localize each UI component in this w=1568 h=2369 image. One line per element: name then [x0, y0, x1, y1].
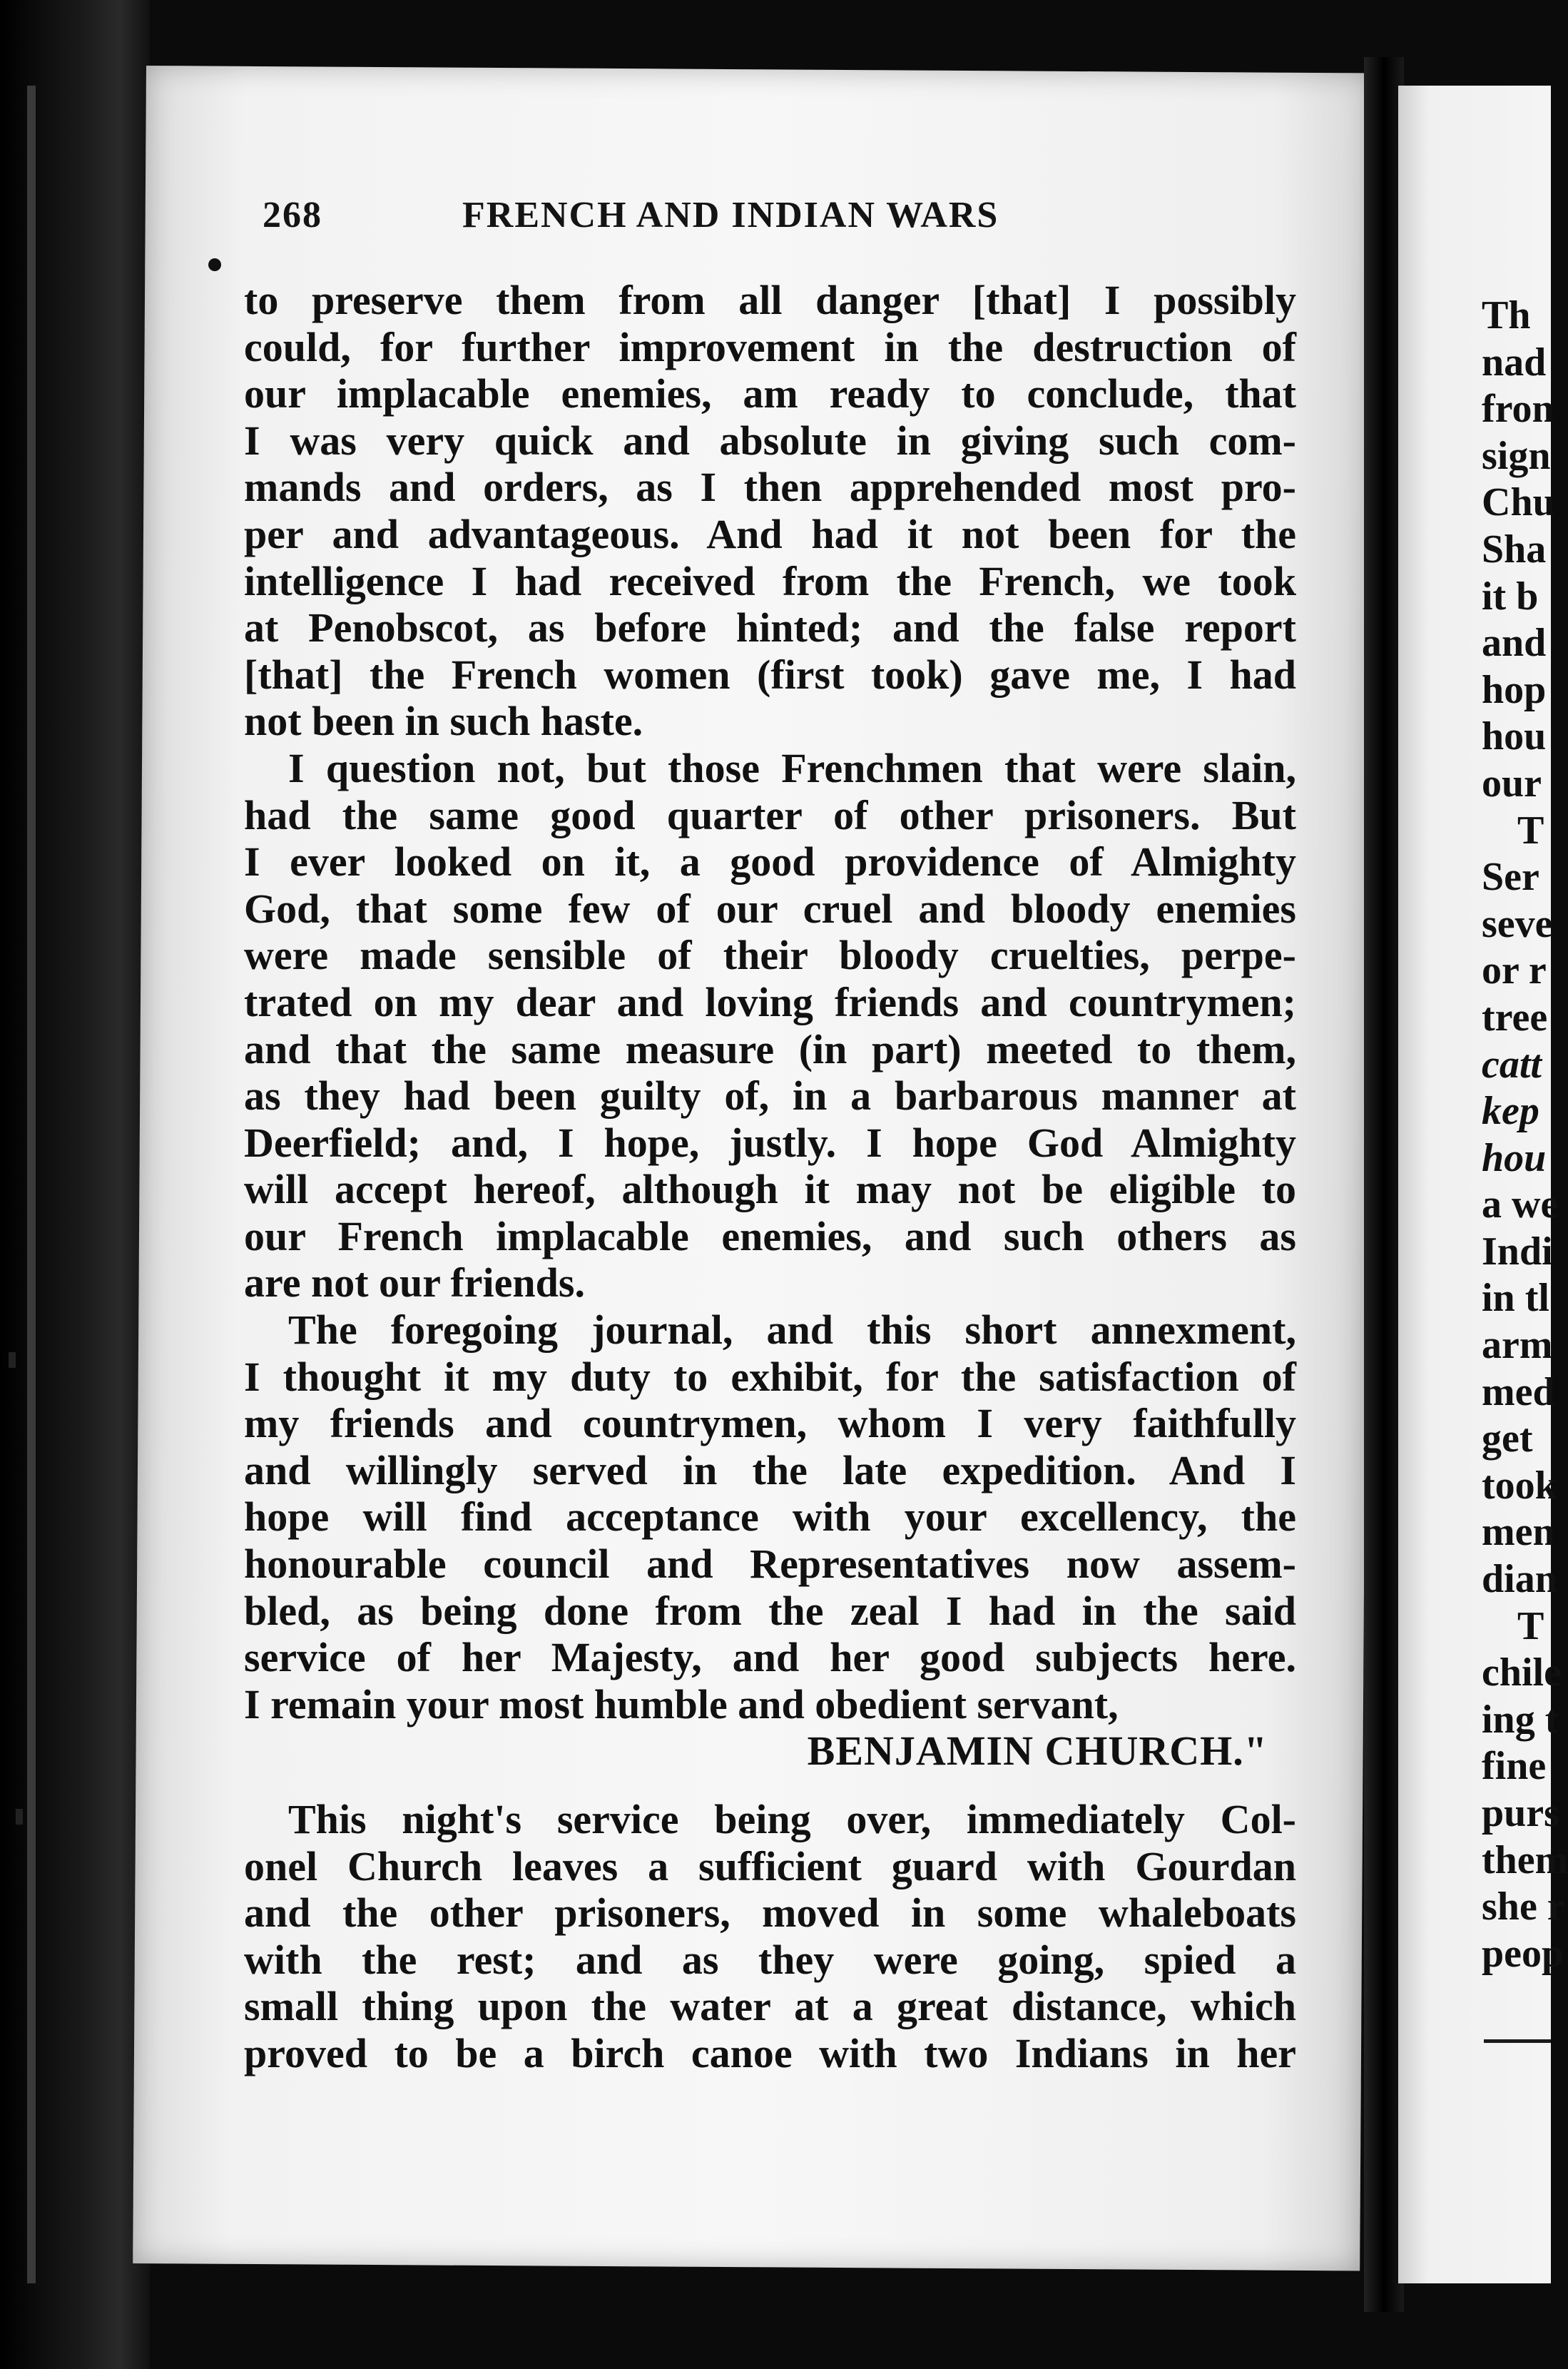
right-text-fragment: med [1482, 1369, 1555, 1414]
running-head-title: FRENCH AND INDIAN WARS [462, 195, 999, 235]
text-line: Deerfield; and, I hope, justly. I hope God Almighty [244, 1119, 1296, 1166]
right-text-fragment: Chu [1482, 480, 1555, 525]
text-line: my friends and countrymen, whom I very faithfully [244, 1400, 1296, 1447]
text-line: had the same good quarter of other prisoners. But [244, 791, 1296, 838]
right-text-fragment: it b [1482, 574, 1539, 619]
text-line: our French implacable enemies, and such others as [244, 1212, 1296, 1259]
text-line: I ever looked on it, a good providence of Almighty [244, 838, 1296, 886]
text-line: could, for further improvement in the destruction of [244, 323, 1296, 370]
text-line: per and advantageous. And had it not been for the [244, 510, 1296, 557]
right-text-fragment: fron [1482, 387, 1554, 432]
text-line: I was very quick and absolute in giving such com- [244, 417, 1296, 464]
footnote-rule [1484, 2039, 1551, 2043]
right-text-fragment: Th [1482, 293, 1531, 338]
book-spine-shadow [0, 0, 150, 2369]
text-line: I remain your most humble and obedient servant, [244, 1680, 1119, 1728]
text-line: God, that some few of our cruel and bloody enemies [244, 885, 1296, 932]
right-text-fragment: and [1482, 621, 1547, 666]
right-text-fragment: tree [1482, 995, 1548, 1040]
margin-ink-mark [9, 1352, 16, 1368]
text-line: mands and orders, as I then apprehended most pro- [244, 464, 1296, 511]
right-text-fragment: purs [1482, 1791, 1559, 1835]
right-text-fragment: hou [1482, 1135, 1547, 1180]
margin-ink-mark [16, 1809, 23, 1825]
signature-line: BENJAMIN CHURCH." [807, 1728, 1268, 1775]
right-text-fragment: a we [1482, 1182, 1559, 1227]
text-line: honourable council and Representatives now assem- [244, 1541, 1296, 1588]
right-text-fragment: Ser [1482, 855, 1539, 900]
right-text-fragment: ing t [1482, 1697, 1559, 1742]
text-line: and willingly served in the late expedition. And I [244, 1446, 1296, 1493]
text-line: and that the same measure (in part) meeted to them, [244, 1025, 1296, 1072]
text-line: service of her Majesty, and her good subjects here. [244, 1634, 1296, 1681]
right-text-fragment: our [1482, 761, 1542, 806]
right-text-fragment: Sha [1482, 527, 1547, 572]
paragraph-start-line: The foregoing journal, and this short annexment, [288, 1307, 1296, 1354]
text-line: [that] the French women (first took) gave me, I had [244, 651, 1296, 698]
right-text-fragment: fine [1482, 1744, 1547, 1789]
right-text-fragment: peop [1482, 1931, 1564, 1976]
text-line: not been in such haste. [244, 698, 643, 745]
page-number: 268 [263, 195, 322, 235]
text-line: at Penobscot, as before hinted; and the false report [244, 604, 1296, 651]
right-text-fragment: dian [1482, 1557, 1557, 1602]
right-text-fragment: kep [1482, 1089, 1539, 1134]
text-line: trated on my dear and loving friends and countrymen; [244, 978, 1296, 1025]
book-spine-edge [27, 86, 36, 2283]
right-page-text [1482, 293, 1568, 1977]
paragraph-start-line: This night's service being over, immediately Col- [288, 1796, 1296, 1842]
right-text-fragment: get [1482, 1416, 1533, 1461]
ink-dot-mark [208, 258, 221, 271]
text-line: small thing upon the water at a great distance, which [244, 1983, 1296, 2030]
right-text-fragment: seve [1482, 901, 1553, 946]
text-line: intelligence I had received from the French, we took [244, 557, 1296, 604]
text-line: and the other prisoners, moved in some whaleboats [244, 1889, 1296, 1937]
text-line: bled, as being done from the zeal I had in the said [244, 1587, 1296, 1634]
right-text-fragment: chile [1482, 1650, 1562, 1695]
right-text-fragment: them [1482, 1837, 1568, 1882]
right-text-fragment: in tl [1482, 1276, 1549, 1321]
running-head [263, 194, 1276, 251]
right-text-fragment: she r [1482, 1884, 1565, 1929]
text-line: with the rest; and as they were going, spied a [244, 1936, 1296, 1983]
text-line: our implacable enemies, am ready to conclude, that [244, 370, 1296, 417]
right-text-fragment: hou [1482, 714, 1547, 759]
right-text-fragment: or r [1482, 948, 1547, 993]
text-line: hope will find acceptance with your excellency, the [244, 1493, 1296, 1541]
body-text [244, 277, 1296, 2077]
paragraph-start-line: I question not, but those Frenchmen that were slain, [288, 744, 1296, 791]
text-line: proved to be a birch canoe with two Indians in her [244, 2029, 1296, 2076]
right-text-fragment: men [1482, 1510, 1555, 1555]
right-text-fragment: catt [1482, 1042, 1542, 1087]
text-line: onel Church leaves a sufficient guard with Gourdan [244, 1842, 1296, 1889]
text-line: were made sensible of their bloody cruelties, perpe- [244, 932, 1296, 979]
right-text-fragment: took [1482, 1463, 1557, 1508]
text-line: to preserve them from all danger [that] I possibly [244, 277, 1296, 323]
text-line: will accept hereof, although it may not be eligible to [244, 1166, 1296, 1213]
text-line: are not our friends. [244, 1259, 585, 1307]
right-text-fragment: Indi [1482, 1229, 1553, 1274]
text-line: as they had been guilty of, in a barbarous manner at [244, 1072, 1296, 1120]
right-text-fragment: T [1517, 808, 1544, 853]
text-line: I thought it my duty to exhibit, for the satisfaction of [244, 1353, 1296, 1400]
right-text-fragment: arm [1482, 1323, 1553, 1368]
right-text-fragment: T [1517, 1603, 1544, 1648]
right-text-fragment: sign [1482, 433, 1551, 478]
right-text-fragment: nad [1482, 340, 1547, 385]
right-text-fragment: hop [1482, 667, 1547, 712]
